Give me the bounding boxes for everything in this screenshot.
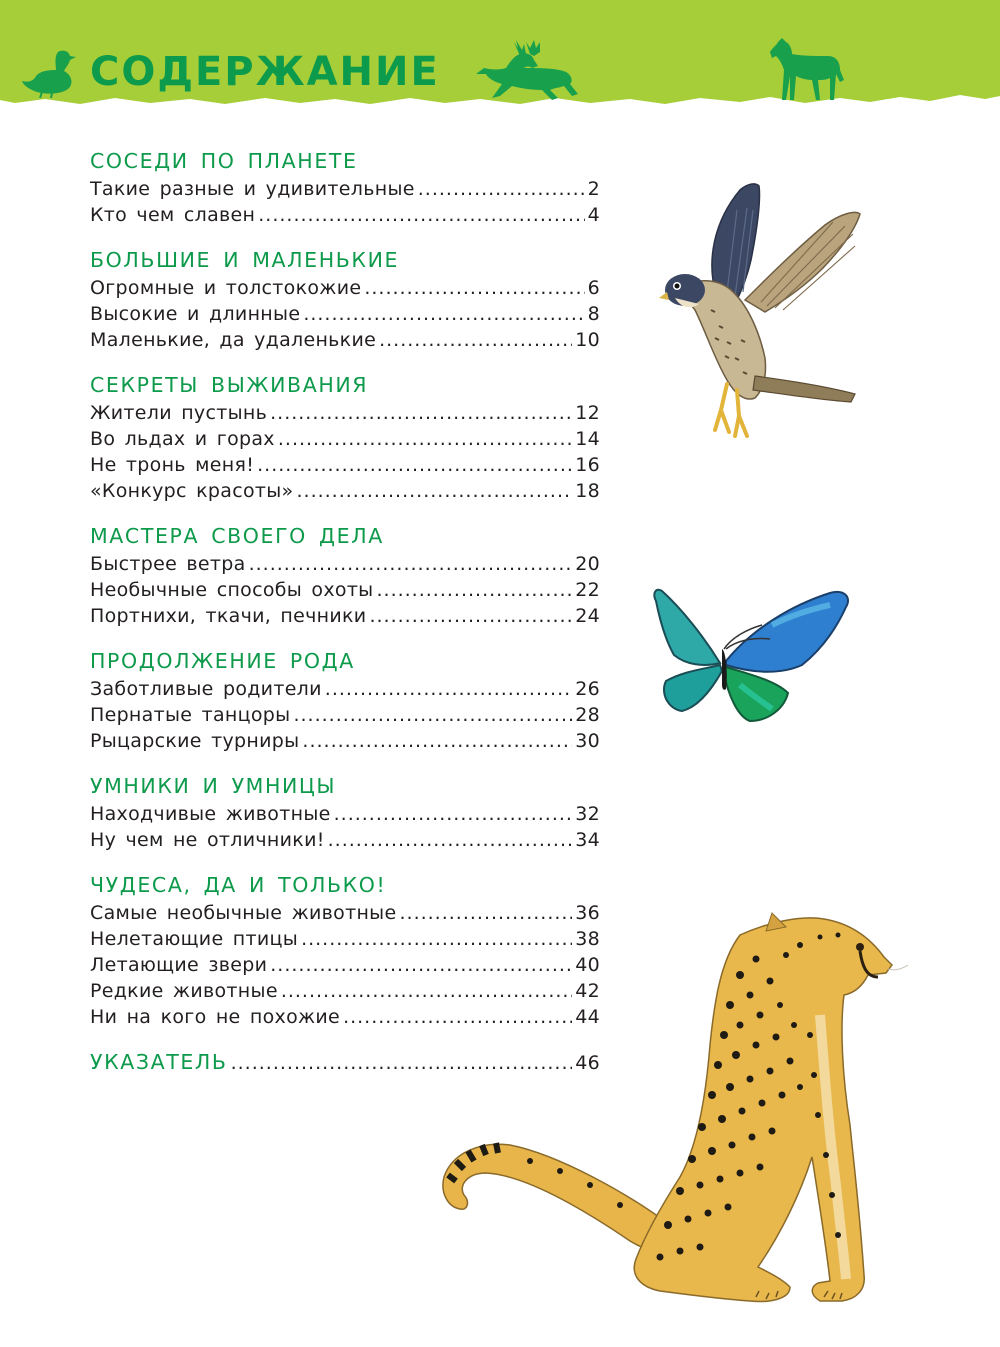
toc-entry-page-number: 10 <box>575 329 600 351</box>
toc-entry-label: «Конкурс красоты» <box>90 480 294 502</box>
toc-entry-label: Редкие животные <box>90 980 278 1002</box>
dot-leader <box>418 176 585 202</box>
toc-section <box>90 771 600 853</box>
toc-entry[interactable] <box>90 577 600 603</box>
toc-entry-label: Самые необычные животные <box>90 902 397 924</box>
dot-leader <box>334 801 573 827</box>
dot-leader <box>325 676 572 702</box>
toc-entry-page-number: 40 <box>575 954 600 976</box>
toc-section <box>90 146 600 228</box>
toc-entry-label: Во льдах и горах <box>90 428 275 450</box>
cheetah-illustration <box>440 895 910 1320</box>
toc-entry[interactable] <box>90 202 600 228</box>
toc-entry-label: Портнихи, ткачи, печники <box>90 605 367 627</box>
toc-section-title: УМНИКИ И УМНИЦЫ <box>90 774 337 798</box>
dot-leader <box>278 426 572 452</box>
toc-entry-page-number: 36 <box>575 902 600 924</box>
dot-leader <box>293 702 572 728</box>
toc-entry-page-number: 28 <box>575 704 600 726</box>
toc-entry-label: Ну чем не отличники! <box>90 829 325 851</box>
toc-entry-page-number: 44 <box>575 1006 600 1028</box>
toc-entry[interactable] <box>90 827 600 853</box>
toc-entry-page-number: 8 <box>587 303 600 325</box>
moose-silhouette-icon <box>470 38 580 104</box>
toc-entry-label: Не тронь меня! <box>90 454 255 476</box>
toc-index-page-number: 46 <box>575 1052 600 1074</box>
duck-silhouette-icon <box>20 46 80 98</box>
toc-entry[interactable] <box>90 426 600 452</box>
toc-entry-label: Огромные и толстокожие <box>90 277 362 299</box>
toc-entry-label: Жители пустынь <box>90 402 268 424</box>
toc-entry[interactable] <box>90 327 600 353</box>
toc-section <box>90 646 600 754</box>
toc-section-title: СЕКРЕТЫ ВЫЖИВАНИЯ <box>90 373 369 397</box>
toc-entry-label: Ни на кого не похожие <box>90 1006 341 1028</box>
toc-entry-page-number: 34 <box>575 829 600 851</box>
toc-entry[interactable] <box>90 551 600 577</box>
toc-entry-page-number: 14 <box>575 428 600 450</box>
toc-entry-label: Нелетающие птицы <box>90 928 299 950</box>
toc-section-title: ЧУДЕСА, ДА И ТОЛЬКО! <box>90 873 387 897</box>
butterfly-illustration <box>652 585 862 725</box>
toc-entry[interactable] <box>90 176 600 202</box>
header-band <box>0 0 1000 130</box>
dot-leader <box>364 275 584 301</box>
toc-section <box>90 370 600 504</box>
dot-leader <box>303 301 584 327</box>
toc-entry[interactable] <box>90 728 600 754</box>
toc-entry-page-number: 2 <box>587 178 600 200</box>
toc-section <box>90 245 600 353</box>
toc-entry[interactable] <box>90 676 600 702</box>
toc-entry[interactable] <box>90 452 600 478</box>
toc-index-label: УКАЗАТЕЛЬ <box>90 1050 228 1074</box>
toc-entry-label: Высокие и длинные <box>90 303 301 325</box>
dot-leader <box>302 728 572 754</box>
toc-section-title: СОСЕДИ ПО ПЛАНЕТЕ <box>90 149 358 173</box>
dot-leader <box>296 478 572 504</box>
toc-entry-label: Маленькие, да удаленькие <box>90 329 377 351</box>
toc-entry[interactable] <box>90 801 600 827</box>
toc-entry-page-number: 6 <box>587 277 600 299</box>
dot-leader <box>328 827 573 853</box>
dot-leader <box>249 551 573 577</box>
toc-entry[interactable] <box>90 400 600 426</box>
dot-leader <box>369 603 572 629</box>
toc-entry-page-number: 4 <box>587 204 600 226</box>
toc-entry-page-number: 32 <box>575 803 600 825</box>
toc-entry[interactable] <box>90 478 600 504</box>
toc-entry[interactable] <box>90 275 600 301</box>
toc-entry-page-number: 20 <box>575 553 600 575</box>
dot-leader <box>258 202 584 228</box>
toc-entry-page-number: 16 <box>575 454 600 476</box>
horse-silhouette-icon <box>770 36 846 102</box>
toc-entry[interactable] <box>90 603 600 629</box>
toc-entry-label: Такие разные и удивительные <box>90 178 415 200</box>
toc-entry-page-number: 42 <box>575 980 600 1002</box>
toc-entry-page-number: 24 <box>575 605 600 627</box>
dot-leader <box>270 400 572 426</box>
page-title: СОДЕРЖАНИЕ <box>90 49 440 95</box>
toc-entry-page-number: 30 <box>575 730 600 752</box>
toc-entry[interactable] <box>90 301 600 327</box>
toc-entry-label: Находчивые животные <box>90 803 331 825</box>
dot-leader <box>376 577 572 603</box>
dot-leader <box>379 327 572 353</box>
toc-entry-label: Быстрее ветра <box>90 553 246 575</box>
toc-entry[interactable] <box>90 702 600 728</box>
toc-entry-label: Летающие звери <box>90 954 268 976</box>
toc-section-title: МАСТЕРА СВОЕГО ДЕЛА <box>90 524 384 548</box>
toc-entry-page-number: 38 <box>575 928 600 950</box>
toc-section-title: ПРОДОЛЖЕНИЕ РОДА <box>90 649 355 673</box>
toc-entry-label: Заботливые родители <box>90 678 322 700</box>
toc-entry-label: Рыцарские турниры <box>90 730 300 752</box>
toc-entry-page-number: 22 <box>575 579 600 601</box>
toc-entry-label: Кто чем славен <box>90 204 256 226</box>
toc-entry-page-number: 12 <box>575 402 600 424</box>
toc-section <box>90 521 600 629</box>
dot-leader <box>257 452 572 478</box>
toc-entry-page-number: 26 <box>575 678 600 700</box>
toc-entry-label: Необычные способы охоты <box>90 579 374 601</box>
toc-section-title: БОЛЬШИЕ И МАЛЕНЬКИЕ <box>90 248 400 272</box>
falcon-illustration <box>655 180 870 442</box>
toc-entry-page-number: 18 <box>575 480 600 502</box>
toc-entry-label: Пернатые танцоры <box>90 704 291 726</box>
